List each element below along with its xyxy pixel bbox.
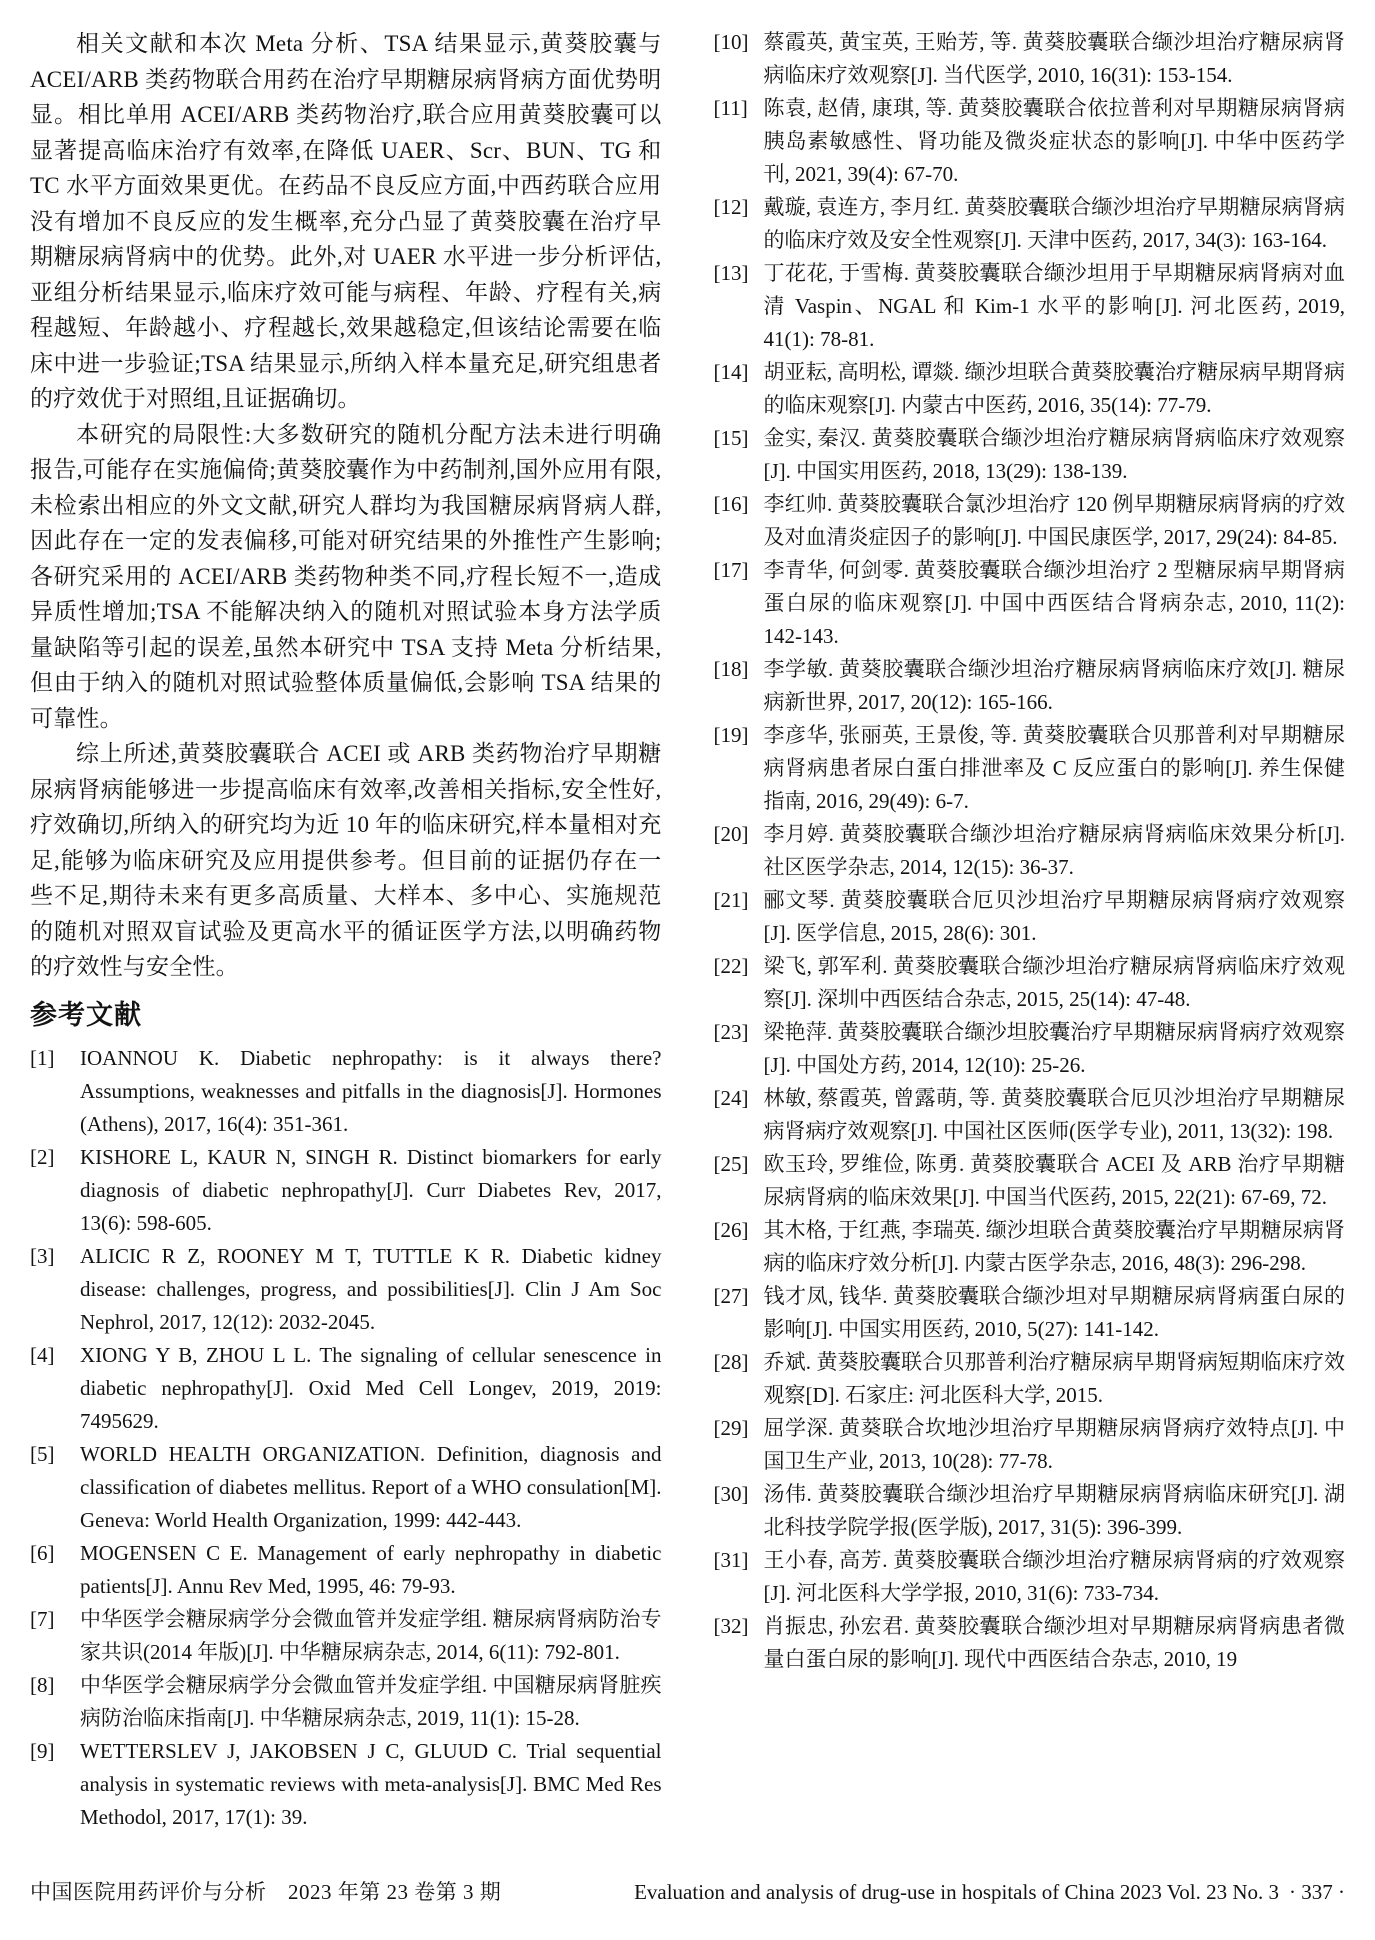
right-column	[714, 26, 1346, 1834]
reference-item	[30, 1141, 662, 1240]
page-columns	[30, 26, 1345, 1834]
body-paragraph-conclusion: 综上所述,黄葵胶囊联合 ACEI 或 ARB 类药物治疗早期糖尿病肾病能够进一步提高临床有效率,改善相关指标,安全性好,疗效确切,所纳入的研究均为近 10 年的临床研究,样本量相对充足,能够为临床研究及应用提供参考。但目前的证据仍存在一些不足,期待未来有更多高质量、大样本、多中心、实施规范的随机对照双盲试验及更高水平的循证医学方法,以明确药物的疗效性与安全性。	[30, 741, 662, 979]
reference-item	[714, 191, 1346, 257]
references-heading: 参考文献	[30, 999, 142, 1030]
reference-number: [24]	[713, 1086, 749, 1110]
reference-number: [7]	[30, 1606, 55, 1631]
reference-text: 陈袁, 赵倩, 康琪, 等. 黄葵胶囊联合依拉普利对早期糖尿病肾病胰岛素敏感性、肾功能及微炎症状态的影响[J]. 中华中医药学刊, 2021, 39(4): 67-70.	[763, 96, 1345, 186]
reference-number: [6]	[30, 1540, 55, 1565]
reference-number: [29]	[713, 1416, 749, 1440]
reference-item	[714, 1610, 1346, 1676]
reference-text: WORLD HEALTH ORGANIZATION. Definition, diagnosis and classification of diabetes mellitus. Report of a WHO consulation[M]. Geneva: World Health Organization, 1999: 442-443.	[80, 1441, 662, 1532]
reference-text: 金实, 秦汉. 黄葵胶囊联合缬沙坦治疗糖尿病肾病临床疗效观察[J]. 中国实用医药, 2018, 13(29): 138-139.	[763, 426, 1345, 483]
reference-text: 乔斌. 黄葵胶囊联合贝那普利治疗糖尿病早期肾病短期临床疗效观察[D]. 石家庄: 河北医科大学, 2015.	[763, 1350, 1345, 1407]
reference-number: [12]	[713, 195, 749, 219]
reference-item	[714, 1148, 1346, 1214]
footer-journal-title-cn: 中国医院用药评价与分析 2023 年第 23 卷第 3 期	[30, 1880, 502, 1904]
reference-item	[30, 1735, 662, 1834]
reference-text: 胡亚耘, 高明松, 谭燚. 缬沙坦联合黄葵胶囊治疗糖尿病早期肾病的临床观察[J]. 内蒙古中医药, 2016, 35(14): 77-79.	[763, 360, 1345, 417]
reference-number: [21]	[713, 888, 749, 912]
reference-text: 李月婷. 黄葵胶囊联合缬沙坦治疗糖尿病肾病临床效果分析[J]. 社区医学杂志, 2014, 12(15): 36-37.	[763, 822, 1345, 879]
reference-item	[714, 26, 1346, 92]
reference-text: 中华医学会糖尿病学分会微血管并发症学组. 中国糖尿病肾脏疾病防治临床指南[J]. 中华糖尿病杂志, 2019, 11(1): 15-28.	[80, 1672, 662, 1730]
reference-text: 李彦华, 张丽英, 王景俊, 等. 黄葵胶囊联合贝那普利对早期糖尿病肾病患者尿白蛋白排泄率及 C 反应蛋白的影响[J]. 养生保健指南, 2016, 29(49): 6-7.	[763, 723, 1345, 813]
footer-journal-title-en	[634, 1880, 1345, 1905]
reference-text: 戴璇, 袁连方, 李月红. 黄葵胶囊联合缬沙坦治疗早期糖尿病肾病的临床疗效及安全性观察[J]. 天津中医药, 2017, 34(3): 163-164.	[763, 195, 1345, 252]
reference-number: [8]	[30, 1672, 55, 1697]
footer-journal-en-text: Evaluation and analysis of drug-use in hospitals of China 2023 Vol. 23 No. 3	[634, 1880, 1279, 1904]
reference-number: [1]	[30, 1045, 55, 1070]
reference-text: 其木格, 于红燕, 李瑞英. 缬沙坦联合黄葵胶囊治疗早期糖尿病肾病的临床疗效分析[J]. 内蒙古医学杂志, 2016, 48(3): 296-298.	[763, 1218, 1345, 1275]
reference-number: [31]	[713, 1548, 749, 1572]
reference-text: 梁飞, 郭军利. 黄葵胶囊联合缬沙坦治疗糖尿病肾病临床疗效观察[J]. 深圳中西医结合杂志, 2015, 25(14): 47-48.	[763, 954, 1345, 1011]
reference-list-right	[714, 26, 1346, 1676]
reference-number: [28]	[713, 1350, 749, 1374]
body-paragraph-limitations: 本研究的局限性:大多数研究的随机分配方法未进行明确报告,可能存在实施偏倚;黄葵胶囊作为中药制剂,国外应用有限,未检索出相应的外文文献,研究人群均为我国糖尿病肾病人群,因此存在一定的发表偏移,可能对研究结果的外推性产生影响;各研究采用的 ACEI/ARB 类药物种类不同,疗程长短不一,造成异质性增加;TSA 不能解决纳入的随机对照试验本身方法学质量缺陷等引起的误差,虽然本研究中 TSA 支持 Meta 分析结果,但由于纳入的随机对照试验整体质量偏低,会影响 TSA 结果的可靠性。	[30, 421, 662, 731]
page-footer	[30, 1876, 1345, 1906]
reference-text: 肖振忠, 孙宏君. 黄葵胶囊联合缬沙坦对早期糖尿病肾病患者微量白蛋白尿的影响[J]. 现代中西医结合杂志, 2010, 19	[763, 1614, 1345, 1671]
reference-number: [26]	[713, 1218, 749, 1242]
reference-item	[30, 1603, 662, 1669]
reference-number: [5]	[30, 1441, 55, 1466]
reference-item	[714, 1280, 1346, 1346]
reference-text: ALICIC R Z, ROONEY M T, TUTTLE K R. Diabetic kidney disease: challenges, progress, and possibilities[J]. Clin J Am Soc Nephrol, 2017, 12(12): 2032-2045.	[80, 1243, 662, 1334]
reference-number: [30]	[713, 1482, 749, 1506]
reference-number: [20]	[713, 822, 749, 846]
reference-text: 丁花花, 于雪梅. 黄葵胶囊联合缬沙坦用于早期糖尿病肾病对血清 Vaspin、NGAL 和 Kim-1 水平的影响[J]. 河北医药, 2019, 41(1): 78-81.	[763, 261, 1345, 351]
reference-text: 汤伟. 黄葵胶囊联合缬沙坦治疗早期糖尿病肾病临床研究[J]. 湖北科技学院学报(医学版), 2017, 31(5): 396-399.	[763, 1482, 1345, 1539]
reference-item	[714, 1214, 1346, 1280]
reference-number: [10]	[713, 30, 749, 54]
reference-number: [27]	[713, 1284, 749, 1308]
reference-number: [4]	[30, 1342, 55, 1367]
reference-text: WETTERSLEV J, JAKOBSEN J C, GLUUD C. Trial sequential analysis in systematic reviews with meta-analysis[J]. BMC Med Res Methodol, 2017, 17(1): 39.	[80, 1738, 662, 1829]
reference-item	[714, 1082, 1346, 1148]
reference-number: [14]	[713, 360, 749, 384]
reference-item	[714, 356, 1346, 422]
reference-text: IOANNOU K. Diabetic nephropathy: is it always there? Assumptions, weaknesses and pitfalls in the diagnosis[J]. Hormones (Athens), 2017, 16(4): 351-361.	[80, 1045, 662, 1136]
reference-text: 梁艳萍. 黄葵胶囊联合缬沙坦胶囊治疗早期糖尿病肾病疗效观察[J]. 中国处方药, 2014, 12(10): 25-26.	[763, 1020, 1345, 1077]
reference-item	[714, 92, 1346, 191]
reference-number: [2]	[30, 1144, 55, 1169]
reference-number: [11]	[713, 96, 748, 120]
reference-item	[714, 488, 1346, 554]
reference-item	[714, 719, 1346, 818]
footer-page-number: · 337 ·	[1289, 1880, 1345, 1904]
reference-number: [18]	[713, 657, 749, 681]
reference-number: [23]	[713, 1020, 749, 1044]
reference-item	[714, 1016, 1346, 1082]
reference-text: XIONG Y B, ZHOU L L. The signaling of cellular senescence in diabetic nephropathy[J]. Oxid Med Cell Longev, 2019, 2019: 7495629.	[80, 1342, 662, 1433]
reference-item	[714, 818, 1346, 884]
reference-text: 林敏, 蔡霞英, 曾露萌, 等. 黄葵胶囊联合厄贝沙坦治疗早期糖尿病肾病疗效观察[J]. 中国社区医师(医学专业), 2011, 13(32): 198.	[763, 1086, 1345, 1143]
reference-text: KISHORE L, KAUR N, SINGH R. Distinct biomarkers for early diagnosis of diabetic nephropathy[J]. Curr Diabetes Rev, 2017, 13(6): 598-605.	[80, 1144, 662, 1235]
reference-number: [15]	[713, 426, 749, 450]
reference-item	[714, 653, 1346, 719]
reference-text: MOGENSEN C E. Management of early nephropathy in diabetic patients[J]. Annu Rev Med, 1995, 46: 79-93.	[80, 1540, 662, 1598]
reference-item	[714, 950, 1346, 1016]
reference-item	[714, 554, 1346, 653]
reference-text: 李学敏. 黄葵胶囊联合缬沙坦治疗糖尿病肾病临床疗效[J]. 糖尿病新世界, 2017, 20(12): 165-166.	[763, 657, 1345, 714]
reference-number: [16]	[713, 492, 749, 516]
reference-text: 李红帅. 黄葵胶囊联合氯沙坦治疗 120 例早期糖尿病肾病的疗效及对血清炎症因子的影响[J]. 中国民康医学, 2017, 29(24): 84-85.	[763, 492, 1345, 549]
reference-item	[30, 1240, 662, 1339]
reference-item	[714, 1412, 1346, 1478]
reference-item	[714, 422, 1346, 488]
reference-number: [9]	[30, 1738, 55, 1763]
reference-item	[30, 1339, 662, 1438]
reference-item	[714, 257, 1346, 356]
body-paragraph-discussion: 相关文献和本次 Meta 分析、TSA 结果显示,黄葵胶囊与 ACEI/ARB 类药物联合用药在治疗早期糖尿病肾病方面优势明显。相比单用 ACEI/ARB 类药物治疗,联合应用黄葵胶囊可以显著提高临床治疗有效率,在降低 UAER、Scr、BUN、TG 和 TC 水平方面效果更优。在药品不良反应方面,中西药联合应用没有增加不良反应的发生概率,充分凸显了黄葵胶囊在治疗早期糖尿病肾病中的优势。此外,对 UAER 水平进一步分析评估,亚组分析结果显示,临床疗效可能与病程、年龄、疗程有关,病程越短、年龄越小、疗程越长,效果越稳定,但该结论需要在临床中进一步验证;TSA 结果显示,所纳入样本量充足,研究组患者的疗效优于对照组,且证据确切。	[30, 31, 662, 411]
reference-number: [19]	[713, 723, 749, 747]
reference-text: 蔡霞英, 黄宝英, 王贻芳, 等. 黄葵胶囊联合缬沙坦治疗糖尿病肾病临床疗效观察[J]. 当代医学, 2010, 16(31): 153-154.	[763, 30, 1345, 87]
reference-text: 李青华, 何剑零. 黄葵胶囊联合缬沙坦治疗 2 型糖尿病早期肾病蛋白尿的临床观察[J]. 中国中西医结合肾病杂志, 2010, 11(2): 142-143.	[763, 558, 1345, 648]
reference-number: [13]	[713, 261, 749, 285]
reference-item	[714, 1478, 1346, 1544]
reference-item	[30, 1042, 662, 1141]
reference-item	[714, 1346, 1346, 1412]
left-column	[30, 26, 662, 1834]
reference-text: 王小春, 高芳. 黄葵胶囊联合缬沙坦治疗糖尿病肾病的疗效观察[J]. 河北医科大学学报, 2010, 31(6): 733-734.	[763, 1548, 1345, 1605]
reference-number: [25]	[713, 1152, 749, 1176]
reference-text: 钱才凤, 钱华. 黄葵胶囊联合缬沙坦对早期糖尿病肾病蛋白尿的影响[J]. 中国实用医药, 2010, 5(27): 141-142.	[763, 1284, 1345, 1341]
reference-number: [22]	[713, 954, 749, 978]
reference-item	[30, 1438, 662, 1537]
reference-item	[714, 884, 1346, 950]
reference-text: 中华医学会糖尿病学分会微血管并发症学组. 糖尿病肾病防治专家共识(2014 年版)[J]. 中华糖尿病杂志, 2014, 6(11): 792-801.	[80, 1606, 662, 1664]
reference-item	[30, 1669, 662, 1735]
reference-number: [17]	[713, 558, 749, 582]
reference-text: 欧玉玲, 罗维俭, 陈勇. 黄葵胶囊联合 ACEI 及 ARB 治疗早期糖尿病肾病的临床效果[J]. 中国当代医药, 2015, 22(21): 67-69, 72.	[763, 1152, 1345, 1209]
reference-item	[714, 1544, 1346, 1610]
reference-text: 屈学深. 黄葵联合坎地沙坦治疗早期糖尿病肾病疗效特点[J]. 中国卫生产业, 2013, 10(28): 77-78.	[763, 1416, 1345, 1473]
reference-number: [32]	[713, 1614, 749, 1638]
reference-text: 郦文琴. 黄葵胶囊联合厄贝沙坦治疗早期糖尿病肾病疗效观察[J]. 医学信息, 2015, 28(6): 301.	[763, 888, 1345, 945]
reference-item	[30, 1537, 662, 1603]
reference-list-left	[30, 1042, 662, 1834]
reference-number: [3]	[30, 1243, 55, 1268]
